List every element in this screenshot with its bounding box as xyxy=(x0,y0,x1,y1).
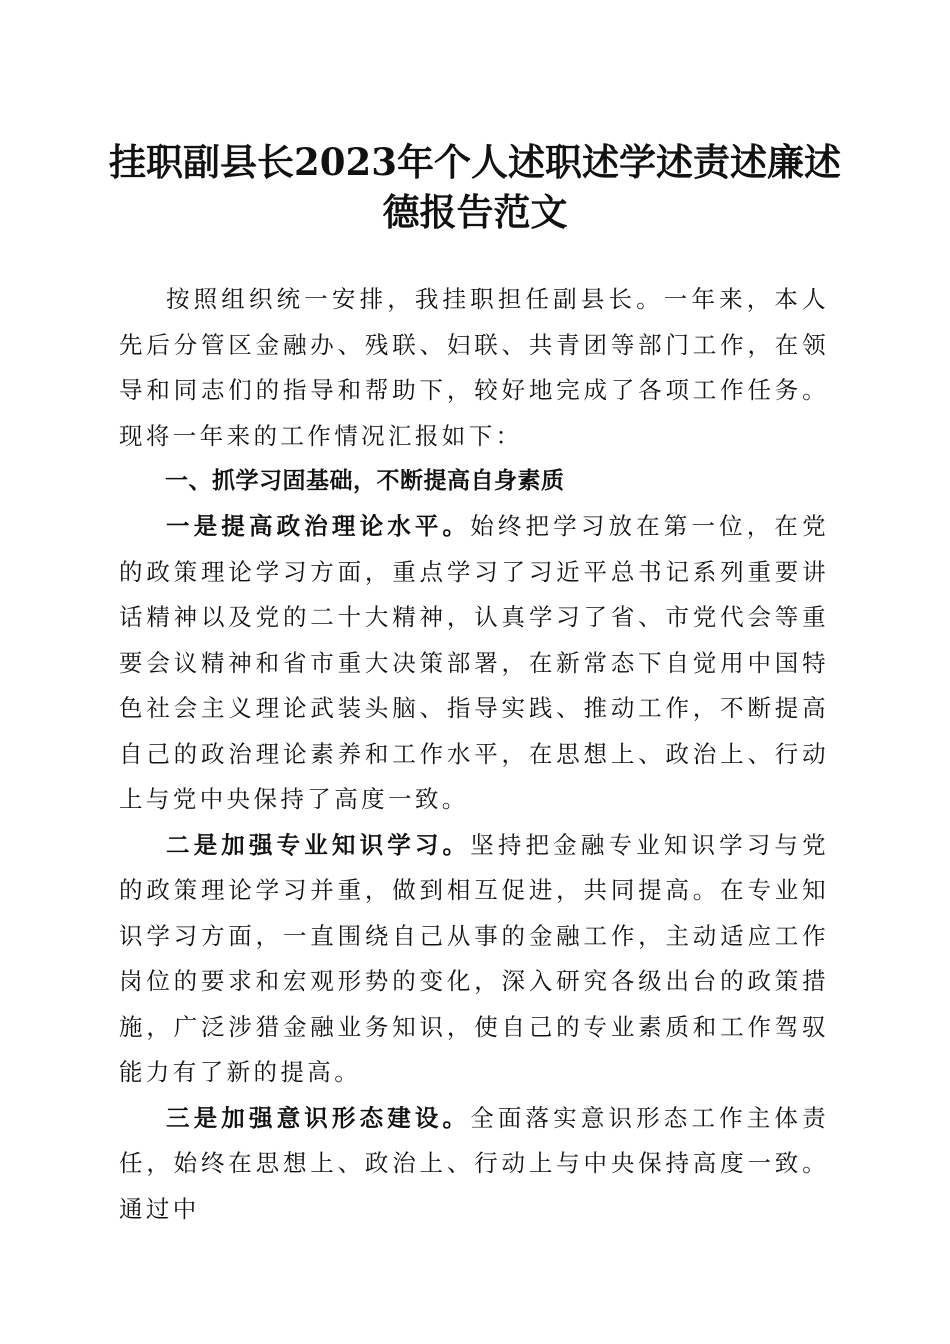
title-line-1: 挂职副县长2023年个人述职述学述责述廉述 xyxy=(109,140,841,184)
item-lead: 三是加强意识形态建设。 xyxy=(166,1103,471,1132)
intro-paragraph: 按照组织统一安排，我挂职担任副县长。一年来，本人先后分管区金融办、残联、妇联、共青团等部门工作，在领导和同志们的指导和帮助下，较好地完成了各项工作任务。现将一年来的工作情况汇报如下： xyxy=(119,285,829,450)
section-heading: 一、抓学习固基础，不断提高自身素质 xyxy=(165,468,565,494)
item-lead: 二是加强专业知识学习。 xyxy=(166,830,471,859)
document-body xyxy=(119,277,829,1232)
item-text: 坚持把金融专业知识学习与党的政策理论学习并重，做到相互促进，共同提高。在专业知识学习方面，一直围绕自己从事的金融工作，主动适应工作岗位的要求和宏观形势的变化，深入研究各级出台的政策措施，广泛涉猎金融业务知识，使自己的专业素质和工作驾驭能力有了新的提高。 xyxy=(119,830,829,1086)
item-lead: 一是提高政治理论水平。 xyxy=(166,512,471,540)
document-title xyxy=(100,137,850,237)
title-line-2: 德报告范文 xyxy=(382,190,568,234)
paragraph-item-3 xyxy=(119,1096,829,1233)
item-text: 始终把学习放在第一位，在党的政策理论学习方面，重点学习了习近平总书记系列重要讲话精神以及党的二十大精神，认真学习了省、市党代会等重要会议精神和省市重大决策部署，在新常态下自觉用中国特色社会主义理论武装头脑、指导实践、推动工作，不断提高自己的政治理论素养和工作水平，在思想上、政治上、行动上与党中央保持了高度一致。 xyxy=(119,512,829,813)
item-text: 全面落实意识形态工作主体责任，始终在思想上、政治上、行动上与中央保持高度一致。通过中 xyxy=(119,1103,829,1223)
paragraph-item-2 xyxy=(119,823,829,1096)
paragraph-item-1 xyxy=(119,504,829,823)
